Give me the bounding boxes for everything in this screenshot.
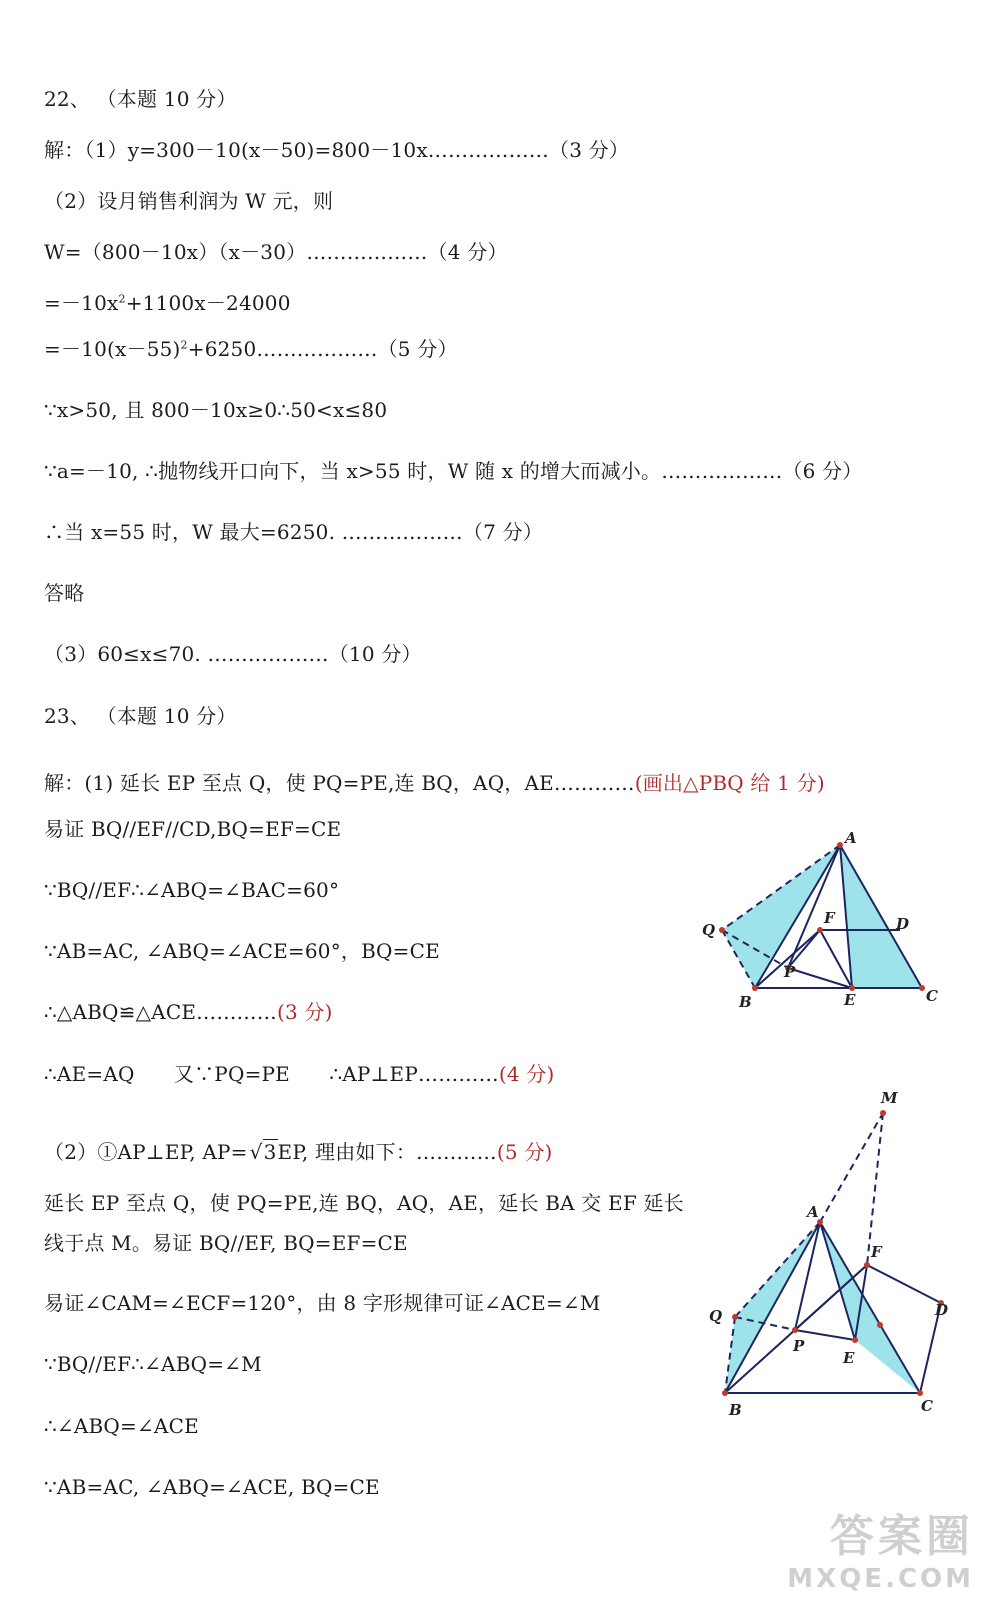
q23-line-6-a: ∴AE=AQ 又∵PQ=PE ∴AP⊥EP…………	[44, 1062, 499, 1086]
q22-line-5	[44, 336, 458, 362]
fig1-label-e: E	[844, 991, 856, 1009]
fig2-label-e: E	[843, 1349, 855, 1367]
q23-line-11: ∵BQ//EF∴∠ABQ=∠M	[44, 1352, 262, 1376]
fig2-point-q	[732, 1314, 738, 1320]
fig1-label-q: Q	[702, 921, 716, 939]
q22-line-6: ∵x>50, 且 800－10x≥0∴50<x≤80	[44, 398, 388, 422]
fig1-label-c: C	[926, 987, 938, 1005]
q23-line-7	[44, 1139, 553, 1165]
fig2-label-f: F	[871, 1243, 882, 1261]
fig1-label-b: B	[739, 993, 752, 1011]
fig1-label-f: F	[824, 909, 835, 927]
q22-line-4	[44, 290, 291, 316]
geometry-figure-1	[690, 825, 950, 1015]
q22-line-8: ∴当 x=55 时，W 最大=6250. ………………（7 分）	[44, 520, 543, 544]
fig1-label-p: P	[784, 963, 796, 981]
fig2-label-p: P	[793, 1337, 805, 1355]
fig2-point-mid	[877, 1322, 883, 1328]
q23-line-5-a: ∴△ABQ≌△ACE…………	[44, 1000, 277, 1024]
watermark-text-url: MXQE.COM	[787, 1564, 974, 1594]
q23-line-6-score: (4 分)	[498, 1062, 555, 1086]
q23-line-5	[44, 999, 333, 1025]
fig1-point-f	[817, 927, 823, 933]
q23-line-13: ∵AB=AC, ∠ABQ=∠ACE, BQ=CE	[44, 1475, 380, 1499]
q22-line-5-sup: 2	[180, 338, 188, 352]
fig2-dashed-am	[820, 1113, 883, 1222]
q23-line-1-score: (画出△PBQ 给 1 分)	[634, 771, 825, 795]
fig1-point-a	[837, 842, 843, 848]
q23-header: 23、 （本题 10 分）	[44, 704, 237, 728]
q22-line-1: 解：（1）y=300－10(x－50)=800－10x………………（3 分）	[44, 138, 630, 162]
q23-line-2: 易证 BQ//EF//CD,BQ=EF=CE	[44, 817, 342, 841]
q22-line-5-b: +6250………………（5 分）	[187, 337, 458, 361]
watermark-text-cn: 答案圈	[830, 1511, 974, 1562]
fig2-label-a: A	[807, 1203, 819, 1221]
q22-line-3: W=（800－10x）（x－30）………………（4 分）	[44, 240, 508, 264]
q22-line-2: （2）设月销售利润为 W 元，则	[44, 189, 334, 213]
fig1-label-a: A	[845, 829, 857, 847]
fig2-point-f	[864, 1262, 870, 1268]
fig2-label-c: C	[921, 1397, 933, 1415]
fig2-point-c	[917, 1390, 923, 1396]
q23-line-7-b: EP, 理由如下：…………	[277, 1140, 497, 1164]
fig2-point-m	[880, 1110, 886, 1116]
q23-line-1	[44, 770, 825, 796]
q23-line-8: 延长 EP 至点 Q，使 PQ=PE,连 BQ，AQ，AE，延长 BA 交 EF 延长	[44, 1191, 684, 1215]
q22-line-10: （3）60≤x≤70. ………………（10 分）	[44, 642, 422, 666]
fig2-point-p	[792, 1327, 798, 1333]
q23-line-1-a: 解：(1) 延长 EP 至点 Q，使 PQ=PE,连 BQ，AQ，AE…………	[44, 771, 635, 795]
q23-line-9: 线于点 M。易证 BQ//EF, BQ=EF=CE	[44, 1231, 408, 1255]
fig1-label-d: D	[896, 915, 910, 933]
q23-line-3: ∵BQ//EF∴∠ABQ=∠BAC=60°	[44, 878, 340, 902]
q23-line-5-score: (3 分)	[276, 1000, 333, 1024]
sqrt-symbol: √3	[249, 1140, 277, 1164]
q23-line-12: ∴∠ABQ=∠ACE	[44, 1414, 199, 1438]
q22-line-9: 答略	[44, 581, 85, 605]
q22-header: 22、 （本题 10 分）	[44, 87, 237, 111]
fig2-label-m: M	[881, 1089, 898, 1107]
fig2-label-b: B	[729, 1401, 742, 1419]
q22-line-4-b: +1100x－24000	[125, 291, 291, 315]
q23-line-7-score: (5 分)	[496, 1140, 553, 1164]
q22-line-4-a: =－10x	[44, 291, 119, 315]
fig2-point-e	[852, 1337, 858, 1343]
fig1-point-c	[919, 985, 925, 991]
q22-line-4-sup: 2	[118, 292, 126, 306]
fig2-point-b	[722, 1390, 728, 1396]
q23-line-4: ∵AB=AC, ∠ABQ=∠ACE=60°，BQ=CE	[44, 939, 440, 963]
q23-line-6	[44, 1061, 555, 1087]
q23-line-7-radicand: 3	[263, 1140, 277, 1164]
fig2-label-d: D	[935, 1301, 949, 1319]
fig1-point-q	[719, 927, 725, 933]
fig1-point-b	[752, 985, 758, 991]
q23-line-10: 易证∠CAM=∠ECF=120°，由 8 字形规律可证∠ACE=∠M	[44, 1291, 601, 1315]
q22-line-7: ∵a=－10, ∴抛物线开口向下，当 x>55 时，W 随 x 的增大而减小。………………（6 分）	[44, 459, 863, 483]
watermark-logo	[787, 1500, 974, 1594]
q22-line-5-a: =－10(x－55)	[44, 337, 181, 361]
geometry-figure-2	[695, 1085, 960, 1425]
fig2-label-q: Q	[709, 1307, 723, 1325]
q23-line-7-a: （2）①AP⊥EP, AP=	[44, 1140, 248, 1164]
